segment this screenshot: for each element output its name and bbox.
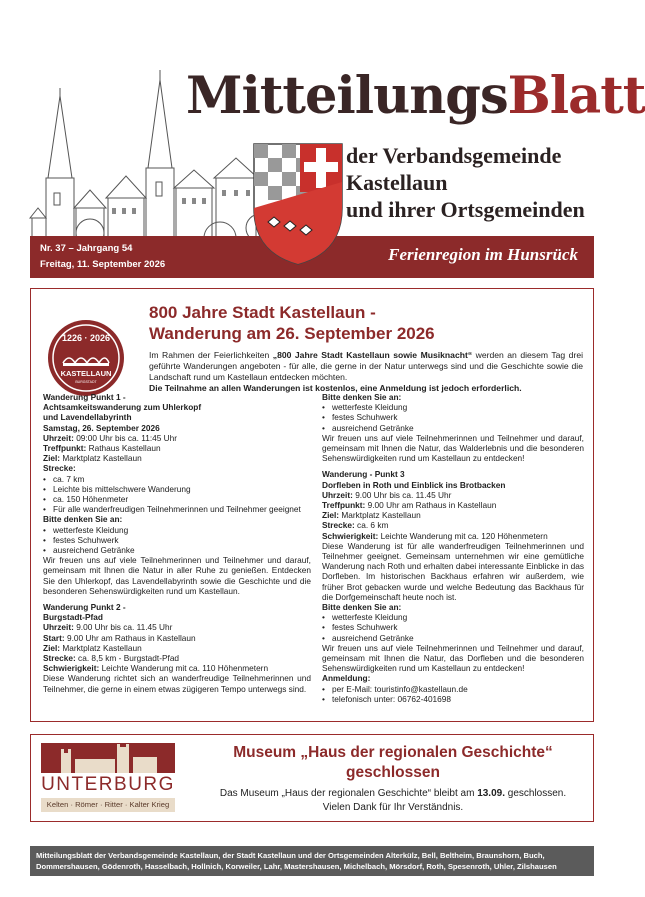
unterburg-skyline — [41, 743, 175, 773]
list-item: • festes Schuhwerk — [43, 535, 311, 545]
registration-email: • per E-Mail: touristinfo@kastellaun.de — [322, 684, 584, 694]
hike1-date: Samstag, 26. September 2026 — [43, 422, 160, 433]
intro-note: Die Teilnahme an allen Wanderungen ist kostenlos, eine Anmeldung ist jedoch erforderlich. — [149, 383, 522, 393]
title-line: geschlossen — [346, 764, 440, 781]
list-item: • festes Schuhwerk — [322, 412, 584, 422]
hike3-heading: Dorfleben in Roth und Einblick ins Brotbacken — [322, 479, 506, 490]
unterburg-name: UNTERBURG — [41, 774, 175, 795]
title-line: Museum „Haus der regionalen Geschichte“ — [233, 744, 553, 761]
list-item: • ca. 7 km — [43, 474, 311, 484]
hike2-heading: Burgstadt-Pfad — [43, 612, 103, 623]
hike2-bring-list — [322, 402, 584, 433]
masthead-subtitle — [346, 142, 585, 223]
museum-thanks: Vielen Dank für Ihr Verständnis. — [322, 802, 464, 813]
hike3-meeting: Treffpunkt: 9.00 Uhr am Rathaus in Kastellaun — [322, 500, 497, 511]
article-intro: Im Rahmen der Feierlichkeiten „800 Jahre Stadt Kastellaun sowie Musiknacht“ werden an diesem Tag drei geführte Wanderungen angeboten - für alle, die gerne in der Natur unterwegs sind und die Geschichte sowie die Landschaft rund um Kastellaun entdecken möchten. Die Teilnahme an allen Wanderungen ist kostenlos, eine Anmeldung ist jedoch erforderlich. — [149, 350, 584, 393]
list-item: • ca. 150 Höhenmeter — [43, 494, 311, 504]
subtitle-line: Kastellaun — [346, 170, 448, 195]
unterburg-logo — [41, 743, 175, 813]
hike2-bring-label: Bitte denken Sie an: — [322, 392, 402, 402]
hike1-bring-label: Bitte denken Sie an: — [43, 514, 123, 525]
column-left — [43, 392, 311, 694]
list-item: • ausreichend Getränke — [322, 633, 584, 643]
svg-text:1226 · 2026: 1226 · 2026 — [61, 333, 111, 343]
footer-member-list: Mitteilungsblatt der Verbandsgemeinde Kastellaun, der Stadt Kastellaun und der Ortsgemeinden Alterkülz, Bell, Beltheim, Braunshorn, Buch, Dommershausen, Gödenroth, Hasselbach, Hollnich, Korweiler, Lahr, Mastershausen, Michelbach, Mörsdorf, Roth, Spesenroth, Uhler, Zilshausen — [30, 846, 594, 876]
museum-text: Das Museum „Haus der regionalen Geschichte“ bleibt am 13.09. geschlossen. Vielen Dank für Ihr Verständnis. — [199, 787, 587, 815]
list-item: • Leichte bis mittelschwere Wanderung — [43, 484, 311, 494]
title-line: 800 Jahre Stadt Kastellaun - — [149, 303, 376, 322]
hike2-closing: Wir freuen uns auf viele Teilnehmerinnen und Teilnehmer und darauf, gemeinsam mit Ihnen die Natur, das Walderlebnis und die besonderen Sehenswürdigkeiten rund um Kastellaun zu entdecken! — [322, 432, 584, 464]
hike1-heading: und Lavendellabyrinth — [43, 412, 132, 423]
svg-text:KASTELLAUN: KASTELLAUN — [60, 369, 112, 378]
hike2-description: Diese Wanderung richtet sich an wanderfreudige Teilnehmerinnen und Teilnehmer, die gerne in einem etwas zügigeren Tempo unterwegs sind. — [43, 673, 311, 694]
hike2-route: Strecke: ca. 8,5 km - Burgstadt-Pfad — [43, 653, 180, 664]
hike3-route: Strecke: ca. 6 km — [322, 520, 389, 531]
hike3-difficulty: Schwierigkeit: Leichte Wanderung mit ca. 120 Höhenmetern — [322, 530, 548, 541]
registration-label: Anmeldung: — [322, 673, 371, 684]
list-item: • wetterfeste Kleidung — [43, 525, 311, 535]
masthead-title: MitteilungsBlatt — [186, 66, 645, 126]
title-line: Wanderung am 26. September 2026 — [149, 324, 435, 343]
hike3-bring-label: Bitte denken Sie an: — [322, 602, 402, 613]
issue-date: Freitag, 11. September 2026 — [40, 259, 166, 270]
hike2-difficulty: Schwierigkeit: Leichte Wanderung mit ca. 110 Höhenmetern — [43, 663, 269, 674]
hike1-goal: Ziel: Marktplatz Kastellaun — [43, 453, 142, 464]
coat-of-arms-icon — [250, 140, 346, 268]
subtitle-line: der Verbandsgemeinde — [346, 143, 562, 168]
column-right — [322, 392, 584, 704]
hike1-bring-list — [43, 525, 311, 556]
registration-phone: • telefonisch unter: 06762-401698 — [322, 694, 584, 704]
issue-number: Nr. 37 – Jahrgang 54 — [40, 243, 133, 254]
museum-title — [199, 743, 587, 783]
issue-info — [40, 241, 165, 273]
hike2-goal: Ziel: Marktplatz Kastellaun — [43, 642, 142, 653]
article-800-jahre — [30, 288, 594, 722]
svg-text:BURGSTADT: BURGSTADT — [75, 380, 97, 384]
list-item: • festes Schuhwerk — [322, 622, 584, 632]
hike1-heading: Achtsamkeitswanderung zum Uhlerkopf — [43, 402, 202, 413]
registration-list — [322, 684, 584, 704]
hike1-heading: Wanderung Punkt 1 - — [43, 392, 126, 402]
hike3-description: Diese Wanderung ist für alle wanderfreudigen Teilnehmerinnen und Teilnehmer geeignet. Gemeinsam unternehmen wir eine gemütliche Wanderung nach Roth und erhalten dabei interessante Einblicke in das Dorfleben. Im historischen Backhaus erfahren wir außerdem, wie früher Brot gebacken wurde und welche Bedeutung das Backhaus für die Dorfgemeinschaft heute noch ist. — [322, 540, 584, 602]
hike3-bring-list — [322, 612, 584, 643]
kastellaun-jubilee-logo — [47, 319, 125, 397]
hike3-heading: Wanderung - Punkt 3 — [322, 469, 405, 480]
hike3-goal: Ziel: Marktplatz Kastellaun — [322, 510, 421, 521]
hike1-meeting: Treffpunkt: Rathaus Kastellaun — [43, 443, 161, 454]
list-item: • ausreichend Getränke — [322, 423, 584, 433]
list-item: • wetterfeste Kleidung — [322, 612, 584, 622]
unterburg-tagline: Kelten · Römer · Ritter · Kalter Krieg — [41, 798, 175, 812]
hike2-start: Start: 9.00 Uhr am Rathaus in Kastellaun — [43, 632, 196, 643]
list-item: • wetterfeste Kleidung — [322, 402, 584, 412]
hike1-route-list — [43, 474, 311, 515]
hike2-heading: Wanderung Punkt 2 - — [43, 602, 126, 613]
castle-skyline-icon — [41, 743, 175, 773]
hike3-closing: Wir freuen uns auf viele Teilnehmerinnen und Teilnehmer und darauf, gemeinsam mit Ihnen die Natur, das Dorfleben und die besonderen Sehenswürdigkeiten rund um Kastellaun zu entdecken! — [322, 642, 584, 674]
region-tagline: Ferienregion im Hunsrück — [388, 245, 578, 264]
hike2-time: Uhrzeit: 9.00 Uhr bis ca. 11.45 Uhr — [43, 622, 173, 633]
article-title — [149, 302, 435, 344]
masthead — [0, 0, 645, 290]
hike3-time: Uhrzeit: 9.00 Uhr bis ca. 11.45 Uhr — [322, 489, 452, 500]
hike1-route-label: Strecke: — [43, 463, 76, 474]
hike1-description: Wir freuen uns auf viele Teilnehmerinnen und Teilnehmer und darauf, gemeinsam mit Ihnen die Natur in aller Ruhe zu genießen. Entdecken Sie den Uhlerkopf, das Lavendellabyrinth sowie die Geschichte und die besonderen Sehenswürdigkeiten rund um Kastellaun. — [43, 555, 311, 596]
subtitle-line: und ihrer Ortsgemeinden — [346, 197, 585, 222]
hike1-time: Uhrzeit: 09:00 Uhr bis ca. 11:45 Uhr — [43, 432, 178, 443]
list-item: • Für alle wanderfreudigen Teilnehmerinnen und Teilnehmer geeignet — [43, 504, 311, 514]
museum-notice — [30, 734, 594, 822]
list-item: • ausreichend Getränke — [43, 545, 311, 555]
